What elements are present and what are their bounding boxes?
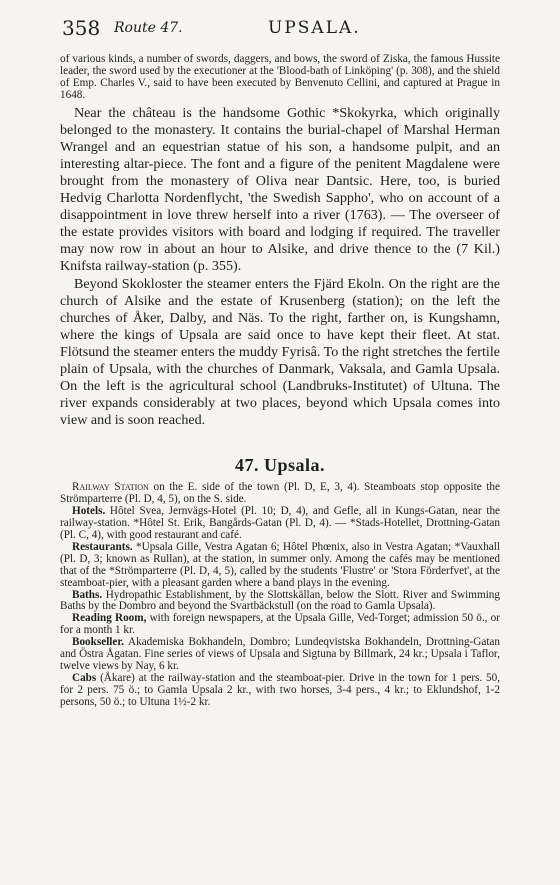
entry-text: (Åkare) at the railway-station and the steamboat-pier. Drive in the town for 1 pers. 50, for 2 pers. 75 ö.; to Gamla Upsala 2 kr., with two horses, 3-4 pers., 4 kr.; to Eklundshof, 1-2 persons, 50 ö.; to Ultuna 1½-2 kr. xyxy=(60,671,500,708)
entry-text: Akademiska Bokhandeln, Dombro; Lundeqvistska Bokhandeln, Drottning-Gatan and Östra Ågatan. Fine series of views of Upsala and Sigtuna by Billmark, 24 kr.; Upsala i Taflor, twelve views by Nay, 6 kr. xyxy=(60,636,500,672)
entry-bookseller xyxy=(60,637,500,673)
entry-text: *Upsala Gille, Vestra Agatan 6; Hôtel Phœnix, also in Vestra Agatan; *Vauxhall (Pl. D, 3; known as Rullan), at the station, in summer only. Among the cafés may be mentioned that of the *Strömparterre (Pl. D, 4, 5), called by the students 'Flustre' or 'Stora Förderfvet', at the steamboat-pier, with a pleasant garden where a band plays in the evening. xyxy=(60,540,500,589)
entry-label: Cabs xyxy=(72,671,97,684)
entry-text: with foreign newspapers, at the Upsala Gille, Ved-Torget; admission 50 ö., or for a month 1 kr. xyxy=(60,612,501,637)
entry-text: Hôtel Svea, Jernvägs-Hotel (Pl. 10; D, 4), and Gefle, all in Kungs-Gatan, near the railway-station. *Hôtel St. Erik, Bangårds-Gatan (Pl. D, 4). — *Stads-Hotellet, Drottning-Gatan (Pl. C, 4), with good restaurant and café. xyxy=(60,505,500,542)
section-heading: 47. Upsala. xyxy=(234,455,325,476)
entry-label: Restaurants. xyxy=(72,540,133,553)
entry-hotels xyxy=(60,506,500,542)
entry-restaurants xyxy=(60,542,500,590)
entry-label: Bookseller. xyxy=(72,636,125,649)
entry-text: Hydropathic Establishment, by the Slottskällan, below the Slott. River and Swimming Baths by the Dombro and beyond the Svartbäckstull (on the road to Gamla Upsala). xyxy=(60,588,500,613)
entry-baths xyxy=(60,590,500,614)
page-number: 358 xyxy=(62,16,101,40)
route-label: Route 47. xyxy=(114,20,183,36)
entry-text: on the E. side of the town (Pl. D, E, 3, 4). Steamboats stop opposite the Strömparterre (Pl. D, 4, 5), on the S. side. xyxy=(60,481,500,506)
page-body xyxy=(60,54,500,709)
entry-railway xyxy=(60,482,500,506)
entry-cabs xyxy=(60,673,500,709)
running-title: UPSALA. xyxy=(268,18,361,38)
paragraph-steamer-route: Beyond Skokloster the steamer enters the Fjärd Ekoln. On the right are the church of Alsike and the estate of Krusenberg (station); on the left the churches of Åker, Dalby, and Näs. To the right, farther on, is Kungshamn, where the kings of Upsala are said once to have kept their fleet. At stat. Flötsund the steamer enters the muddy Fyrisâ. To the right stretches the fertile plain of Upsala, with the churches of Danmark, Vaksala, and Gamla Upsala. On the left is the agricultural school (Landbruks-Institutet) of Ultuna. The river expands considerably at two places, beyond which Upsala comes into view and is soon reached. xyxy=(60,275,500,429)
entry-label: Railway Station xyxy=(72,481,149,494)
entry-reading-room xyxy=(60,613,500,637)
paragraph-skokyrka: Near the château is the handsome Gothic *Skokyrka, which originally belonged to the monastery. It contains the burial-chapel of Marshal Herman Wrangel and an equestrian statue of his son, a handsome pulpit, and an interesting altar-piece. The font and a figure of the penitent Magdalene were brought from the monastery of Oliva near Dantsic. Here, too, is buried Hedvig Charlotta Nordenflycht, 'the Swedish Sappho', who on account of a disappointment in love threw herself into a river (1763). — The overseer of the estate provides visitors with board and lodging if required. The traveller may now row in about an hour to Alsike, and drive thence to the (7 Kil.) Knifsta railway-station (p. 355). xyxy=(60,104,500,275)
paragraph-armoury: of various kinds, a number of swords, daggers, and bows, the sword of Ziska, the famous Hussite leader, the sword used by the executioner at the 'Blood-bath of Linköping' (p. 308), and the shield of Emp. Charles V., said to have been executed by Benvenuto Cellini, and captured at Prague in 1648. xyxy=(60,53,500,101)
entry-label: Hotels. xyxy=(72,505,106,518)
entry-label: Baths. xyxy=(72,588,103,601)
entry-label: Reading Room, xyxy=(72,612,147,625)
running-header xyxy=(62,16,498,46)
